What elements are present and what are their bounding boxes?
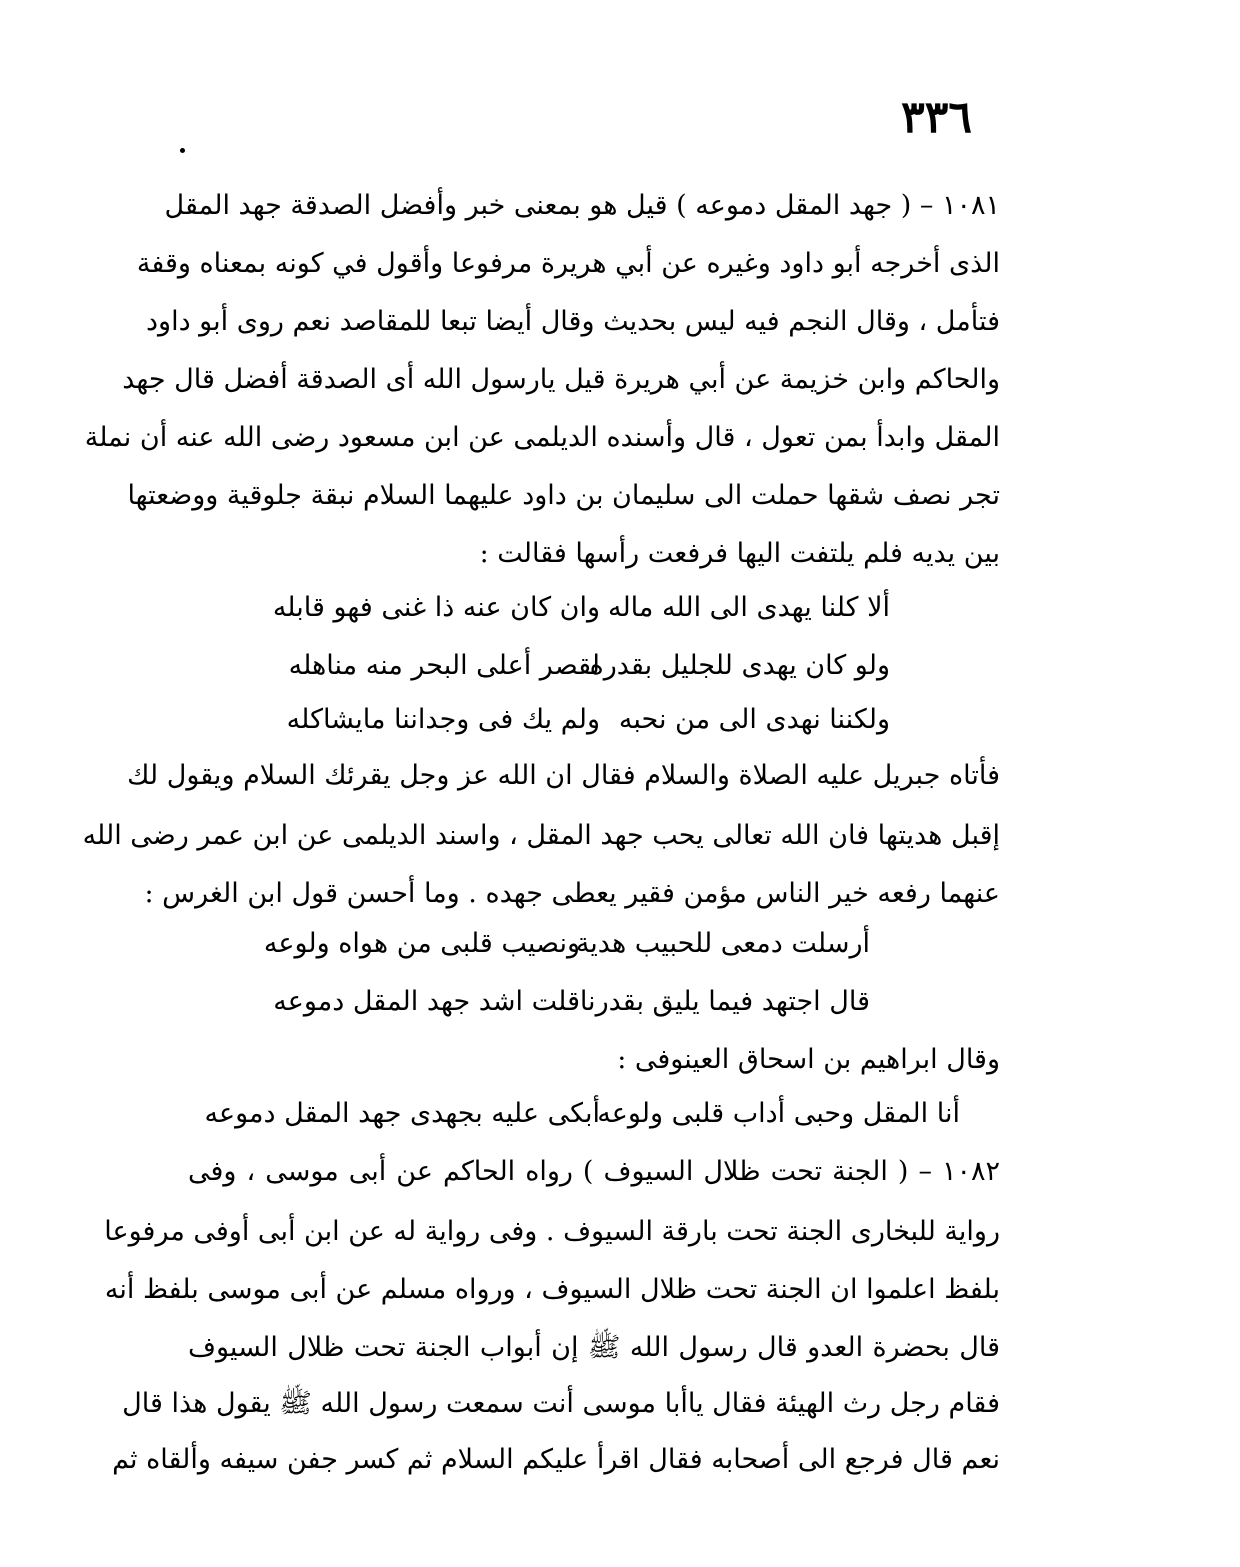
verse-line — [188, 588, 1000, 628]
text-line: تجر نصف شقها حملت الى سليمان بن داود عليهما السلام نبقة جلوقية ووضعتها — [127, 480, 1000, 511]
text-line: نعم قال فرجع الى أصحابه فقال اقرأ عليكم السلام ثم كسر جفن سيفه وألقاه ثم — [112, 1444, 1000, 1475]
verse-first-hemistich: أنا المقل وحبى أداب قلبى ولوعه — [597, 1098, 960, 1129]
verse-line — [188, 700, 1000, 740]
text-line: وقال ابراهيم بن اسحاق العينوفى : — [617, 1044, 1000, 1075]
verse-first-hemistich: قال اجتهد فيما يليق بقدرنا — [579, 986, 870, 1017]
verse-second-hemistich: قلت اشد جهد المقل دموعه — [273, 986, 580, 1017]
text-line: رواية للبخارى الجنة تحت بارقة السيوف . وفى رواية له عن ابن أبى أوفى مرفوعا — [104, 1216, 1000, 1247]
ink-dot — [180, 148, 185, 153]
verse-first-hemistich: ولكننا نهدى الى من نحبه — [618, 704, 890, 735]
verse-line — [188, 982, 1000, 1022]
verse-second-hemistich: أبكى عليه بجهدى جهد المقل دموعه — [204, 1098, 600, 1129]
text-line: فقام رجل رث الهيئة فقال ياأبا موسى أنت سمعت رسول الله ﷺ يقول هذا قال — [122, 1388, 1000, 1419]
text-line: إقبل هديتها فان الله تعالى يحب جهد المقل ، واسند الديلمى عن ابن عمر رضى الله — [82, 820, 1000, 851]
text-line: ١٠٨١ – ( جهد المقل دموعه ) قيل هو بمعنى خبر وأفضل الصدقة جهد المقل — [164, 190, 1000, 221]
text-line: بين يديه فلم يلتفت اليها فرفعت رأسها فقالت : — [479, 538, 1000, 569]
verse-line — [188, 1094, 1000, 1134]
text-line: الذى أخرجه أبو داود وغيره عن أبي هريرة مرفوعا وأقول في كونه بمعناه وقفة — [136, 248, 1000, 279]
verse-first-hemistich: ألا كلنا يهدى الى الله ماله — [607, 592, 890, 623]
verse-first-hemistich: أرسلت دمعى للحبيب هدية — [575, 928, 870, 959]
text-line: المقل وابدأ بمن تعول ، قال وأسنده الديلمى عن ابن مسعود رضى الله عنه أن نملة — [84, 422, 1000, 453]
verse-second-hemistich: لقصر أعلى البحر منه مناهله — [288, 650, 600, 681]
verse-second-hemistich: وان كان عنه ذا غنى فهو قابله — [272, 592, 600, 623]
text-line: قال بحضرة العدو قال رسول الله ﷺ إن أبواب الجنة تحت ظلال السيوف — [188, 1332, 1000, 1363]
text-line: عنهما رفعه خير الناس مؤمن فقير يعطى جهده . وما أحسن قول ابن الغرس : — [144, 878, 1000, 909]
verse-line — [188, 646, 1000, 686]
text-line: والحاكم وابن خزيمة عن أبي هريرة قيل يارسول الله أى الصدقة أفضل قال جهد — [122, 364, 1000, 395]
text-line: فأتاه جبريل عليه الصلاة والسلام فقال ان الله عز وجل يقرئك السلام ويقول لك — [127, 760, 1000, 791]
verse-second-hemistich: ولم يك فى وجداننا مايشاكله — [286, 704, 600, 735]
verse-line — [188, 924, 1000, 964]
text-line: ١٠٨٢ – ( الجنة تحت ظلال السيوف ) رواه الحاكم عن أبى موسى ، وفى — [188, 1156, 1000, 1187]
text-line: بلفظ اعلموا ان الجنة تحت ظلال السيوف ، ورواه مسلم عن أبى موسى بلفظ أنه — [104, 1274, 1000, 1305]
text-line: فتأمل ، وقال النجم فيه ليس بحديث وقال أيضا تبعا للمقاصد نعم روى أبو داود — [146, 306, 1000, 337]
verse-second-hemistich: ونصيب قلبى من هواه ولوعه — [263, 928, 580, 959]
page-number: ٣٣٦ — [901, 92, 972, 143]
verse-first-hemistich: ولو كان يهدى للجليل بقدره — [589, 650, 890, 681]
